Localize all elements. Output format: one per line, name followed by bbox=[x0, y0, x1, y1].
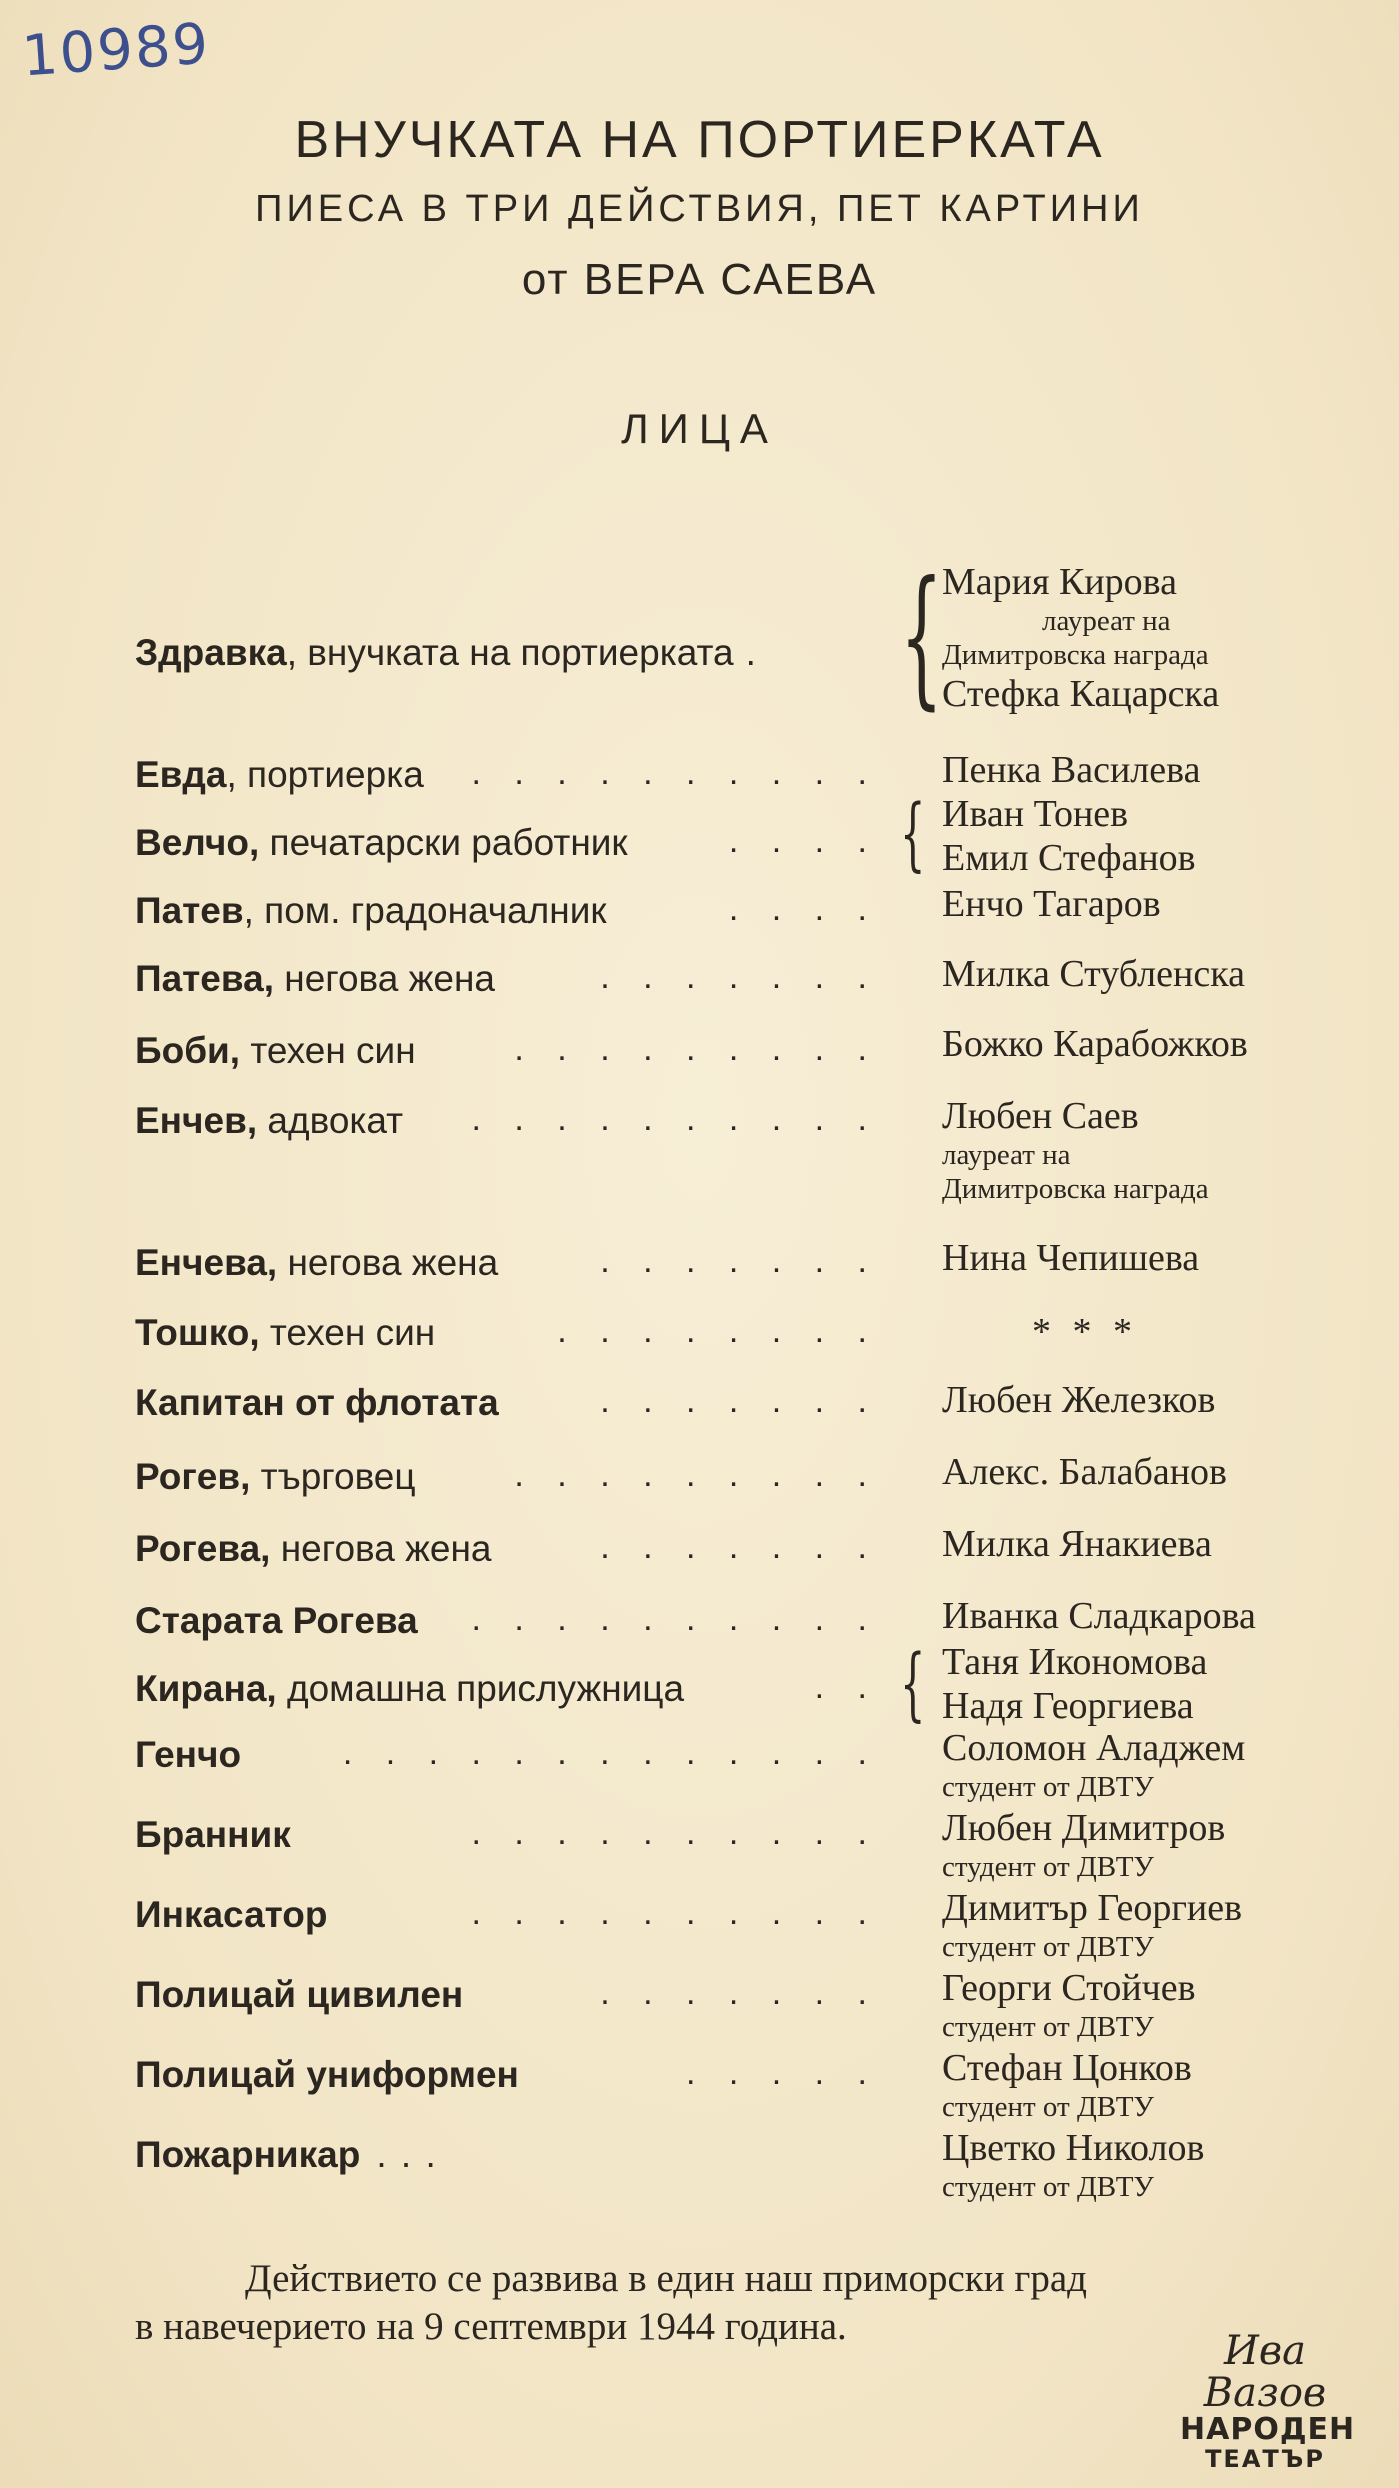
actors bbox=[942, 1640, 1207, 1728]
actor-note: лауреат на bbox=[1042, 605, 1171, 637]
logo-line: ТЕАТЪР bbox=[1205, 2445, 1325, 2473]
actor-name: Георги Стойчев bbox=[942, 1967, 1196, 2009]
actor-note: студент от ДВТУ bbox=[942, 2171, 1154, 2203]
role bbox=[135, 1030, 416, 1072]
actor-name: Милка Стубленска bbox=[942, 953, 1245, 995]
role-dots: . . . . . . . . . bbox=[514, 1456, 879, 1494]
role-name: Генчо bbox=[135, 1734, 242, 1775]
role-name: Боби, bbox=[135, 1030, 241, 1071]
role bbox=[135, 890, 607, 932]
national-theatre-logo bbox=[1180, 2328, 1356, 2473]
role-name: Кирана, bbox=[135, 1668, 277, 1709]
actor-name: Пенка Василева bbox=[942, 749, 1201, 791]
role-dots: . . . . bbox=[728, 890, 879, 928]
actor-note: студент от ДВТУ bbox=[942, 1771, 1154, 1803]
actors bbox=[942, 1966, 1196, 2044]
setting-line: в навечерието на 9 септември 1944 година. bbox=[135, 2305, 847, 2348]
actors bbox=[942, 792, 1196, 880]
role-desc: негова жена bbox=[274, 958, 495, 999]
role-dots: . . . . . . . . . . bbox=[471, 1894, 879, 1932]
role bbox=[135, 1100, 403, 1142]
role bbox=[135, 2054, 519, 2096]
role-name: Капитан от флотата bbox=[135, 1382, 499, 1423]
role-name: Евда bbox=[135, 754, 227, 795]
logo-script: Ива Вазов bbox=[1203, 2328, 1327, 2416]
role-name: Рогев, bbox=[135, 1456, 251, 1497]
role-name: Тошко, bbox=[135, 1312, 260, 1353]
actors bbox=[942, 1522, 1212, 1566]
role-dots: . . . . bbox=[728, 822, 879, 860]
role-desc: , пом. градоначалник bbox=[243, 890, 607, 931]
role bbox=[135, 1312, 435, 1354]
role-desc: печатарски работник bbox=[259, 822, 628, 863]
role bbox=[135, 958, 495, 1000]
archive-number: 10989 bbox=[19, 11, 213, 90]
actors bbox=[942, 2046, 1192, 2124]
role bbox=[135, 1528, 491, 1570]
role-desc: негова жена bbox=[270, 1528, 492, 1569]
actors bbox=[942, 1236, 1199, 1280]
role bbox=[135, 822, 628, 864]
role bbox=[135, 1974, 463, 2016]
actors bbox=[942, 1022, 1248, 1066]
role-name: Патев bbox=[135, 890, 244, 931]
actors bbox=[942, 2126, 1204, 2204]
play-author: от ВЕРА САЕВА bbox=[521, 255, 878, 304]
role-dots: . . . . . . . bbox=[600, 1528, 879, 1566]
role bbox=[135, 1894, 327, 1936]
actor-note: Димитровска награда bbox=[942, 1173, 1209, 1205]
role-name: Здравка bbox=[135, 632, 287, 673]
role-desc: техен син bbox=[240, 1030, 416, 1071]
actor-name: Алекс. Балабанов bbox=[942, 1451, 1227, 1493]
role bbox=[135, 1382, 499, 1424]
role bbox=[135, 1668, 684, 1710]
role bbox=[135, 1734, 241, 1776]
role-dots: . . . . . . . . . . bbox=[471, 1814, 879, 1852]
actor-name: Енчо Тагаров bbox=[942, 883, 1161, 925]
role-dots: . . . . . . . bbox=[600, 1382, 879, 1420]
actor-name: Любен Железков bbox=[942, 1379, 1216, 1421]
role-name: Инкасатор bbox=[135, 1894, 328, 1935]
actor-name: Соломон Аладжем bbox=[942, 1727, 1246, 1769]
role-dots: . . . . . bbox=[685, 2054, 879, 2092]
actors bbox=[942, 560, 1219, 716]
role-name: Енчева, bbox=[135, 1242, 278, 1283]
actors bbox=[942, 952, 1245, 996]
role-desc: домашна прислужница bbox=[276, 1668, 685, 1709]
actors bbox=[942, 748, 1200, 792]
actor-name: Стефка Кацарска bbox=[942, 673, 1220, 715]
brace-icon: { bbox=[900, 787, 926, 880]
actors bbox=[942, 1594, 1256, 1638]
actors bbox=[942, 1378, 1215, 1422]
brace-icon: { bbox=[900, 550, 943, 724]
role-dots: . . . . . . . bbox=[600, 1974, 879, 2012]
actor-name: Любен Саев bbox=[942, 1095, 1139, 1137]
actor-note: студент от ДВТУ bbox=[942, 2091, 1154, 2123]
play-title: ВНУЧКАТА НА ПОРТИЕРКАТА bbox=[294, 111, 1105, 169]
role-dots: . bbox=[745, 632, 756, 673]
role-name: Полицай цивилен bbox=[135, 1974, 464, 2015]
role-dots: . . . . . . . bbox=[600, 1242, 879, 1280]
role bbox=[135, 632, 756, 674]
actor-name: * * * bbox=[1032, 1311, 1138, 1353]
role-name: Пожарникар bbox=[135, 2134, 361, 2175]
role-name: Полицай униформен bbox=[135, 2054, 519, 2095]
role bbox=[135, 1814, 291, 1856]
actor-name: Цветко Николов bbox=[942, 2127, 1205, 2169]
role-dots: . . . bbox=[376, 2134, 438, 2175]
role-name: Рогева, bbox=[135, 1528, 271, 1569]
actor-name: Надя Георгиева bbox=[942, 1685, 1194, 1727]
actor-name: Божко Карабожков bbox=[942, 1023, 1248, 1065]
actor-name: Димитър Георгиев bbox=[942, 1887, 1243, 1929]
role-dots: . . . . . . . . . . . . . bbox=[342, 1734, 879, 1772]
role bbox=[135, 1456, 416, 1498]
actor-note: Димитровска награда bbox=[942, 639, 1209, 671]
setting-line: Действието се развива в един наш приморски град bbox=[245, 2257, 1088, 2300]
logo-line: НАРОДЕН bbox=[1180, 2412, 1356, 2447]
role bbox=[135, 1600, 418, 1642]
actors bbox=[942, 1310, 1138, 1354]
role bbox=[135, 2134, 438, 2176]
actor-name: Любен Димитров bbox=[942, 1807, 1226, 1849]
actor-name: Мария Кирова bbox=[942, 561, 1177, 603]
actor-note: студент от ДВТУ bbox=[942, 2011, 1154, 2043]
role-dots: . . bbox=[814, 1668, 879, 1706]
role-name: Енчев, bbox=[135, 1100, 258, 1141]
actor-name: Емил Стефанов bbox=[942, 837, 1196, 879]
role bbox=[135, 754, 424, 796]
role-dots: . . . . . . . bbox=[600, 958, 879, 996]
role-dots: . . . . . . . . . . bbox=[471, 1100, 879, 1138]
role-desc: , внучката на портиерката bbox=[286, 632, 734, 673]
role-name: Патева, bbox=[135, 958, 274, 999]
actor-note: студент от ДВТУ bbox=[942, 1851, 1154, 1883]
role-dots: . . . . . . . . . . bbox=[471, 1600, 879, 1638]
setting-note bbox=[135, 2255, 1325, 2351]
actors bbox=[942, 1886, 1242, 1964]
actor-name: Иван Тонев bbox=[942, 793, 1129, 835]
actor-name: Нина Чепишева bbox=[942, 1237, 1200, 1279]
actors bbox=[942, 1094, 1209, 1206]
role-dots: . . . . . . . . . . bbox=[471, 754, 879, 792]
actor-name: Иванка Сладкарова bbox=[942, 1595, 1256, 1637]
role-name: Бранник bbox=[135, 1814, 291, 1855]
role-dots: . . . . . . . . bbox=[557, 1312, 879, 1350]
actor-name: Стефан Цонков bbox=[942, 2047, 1192, 2089]
role-name: Велчо, bbox=[135, 822, 260, 863]
actor-name: Милка Янакиева bbox=[942, 1523, 1212, 1565]
role-desc: техен син bbox=[259, 1312, 436, 1353]
actor-note: лауреат на bbox=[942, 1139, 1071, 1171]
brace-icon: { bbox=[900, 1637, 926, 1730]
actors bbox=[942, 882, 1161, 926]
role-dots: . . . . . . . . . bbox=[514, 1030, 879, 1068]
role-desc: адвокат bbox=[257, 1100, 404, 1141]
actors bbox=[942, 1726, 1245, 1804]
actors bbox=[942, 1450, 1227, 1494]
role-name: Старата Рогева bbox=[135, 1600, 418, 1641]
actor-note: студент от ДВТУ bbox=[942, 1931, 1154, 1963]
role-desc: негова жена bbox=[277, 1242, 499, 1283]
cast-heading: ЛИЦА bbox=[621, 405, 778, 452]
role-desc: , портиерка bbox=[226, 754, 424, 795]
role-desc: търговец bbox=[250, 1456, 416, 1497]
actor-name: Таня Икономова bbox=[942, 1641, 1208, 1683]
play-subtitle: ПИЕСА В ТРИ ДЕЙСТВИЯ, ПЕТ КАРТИНИ bbox=[255, 188, 1144, 230]
actors bbox=[942, 1806, 1225, 1884]
role bbox=[135, 1242, 498, 1284]
